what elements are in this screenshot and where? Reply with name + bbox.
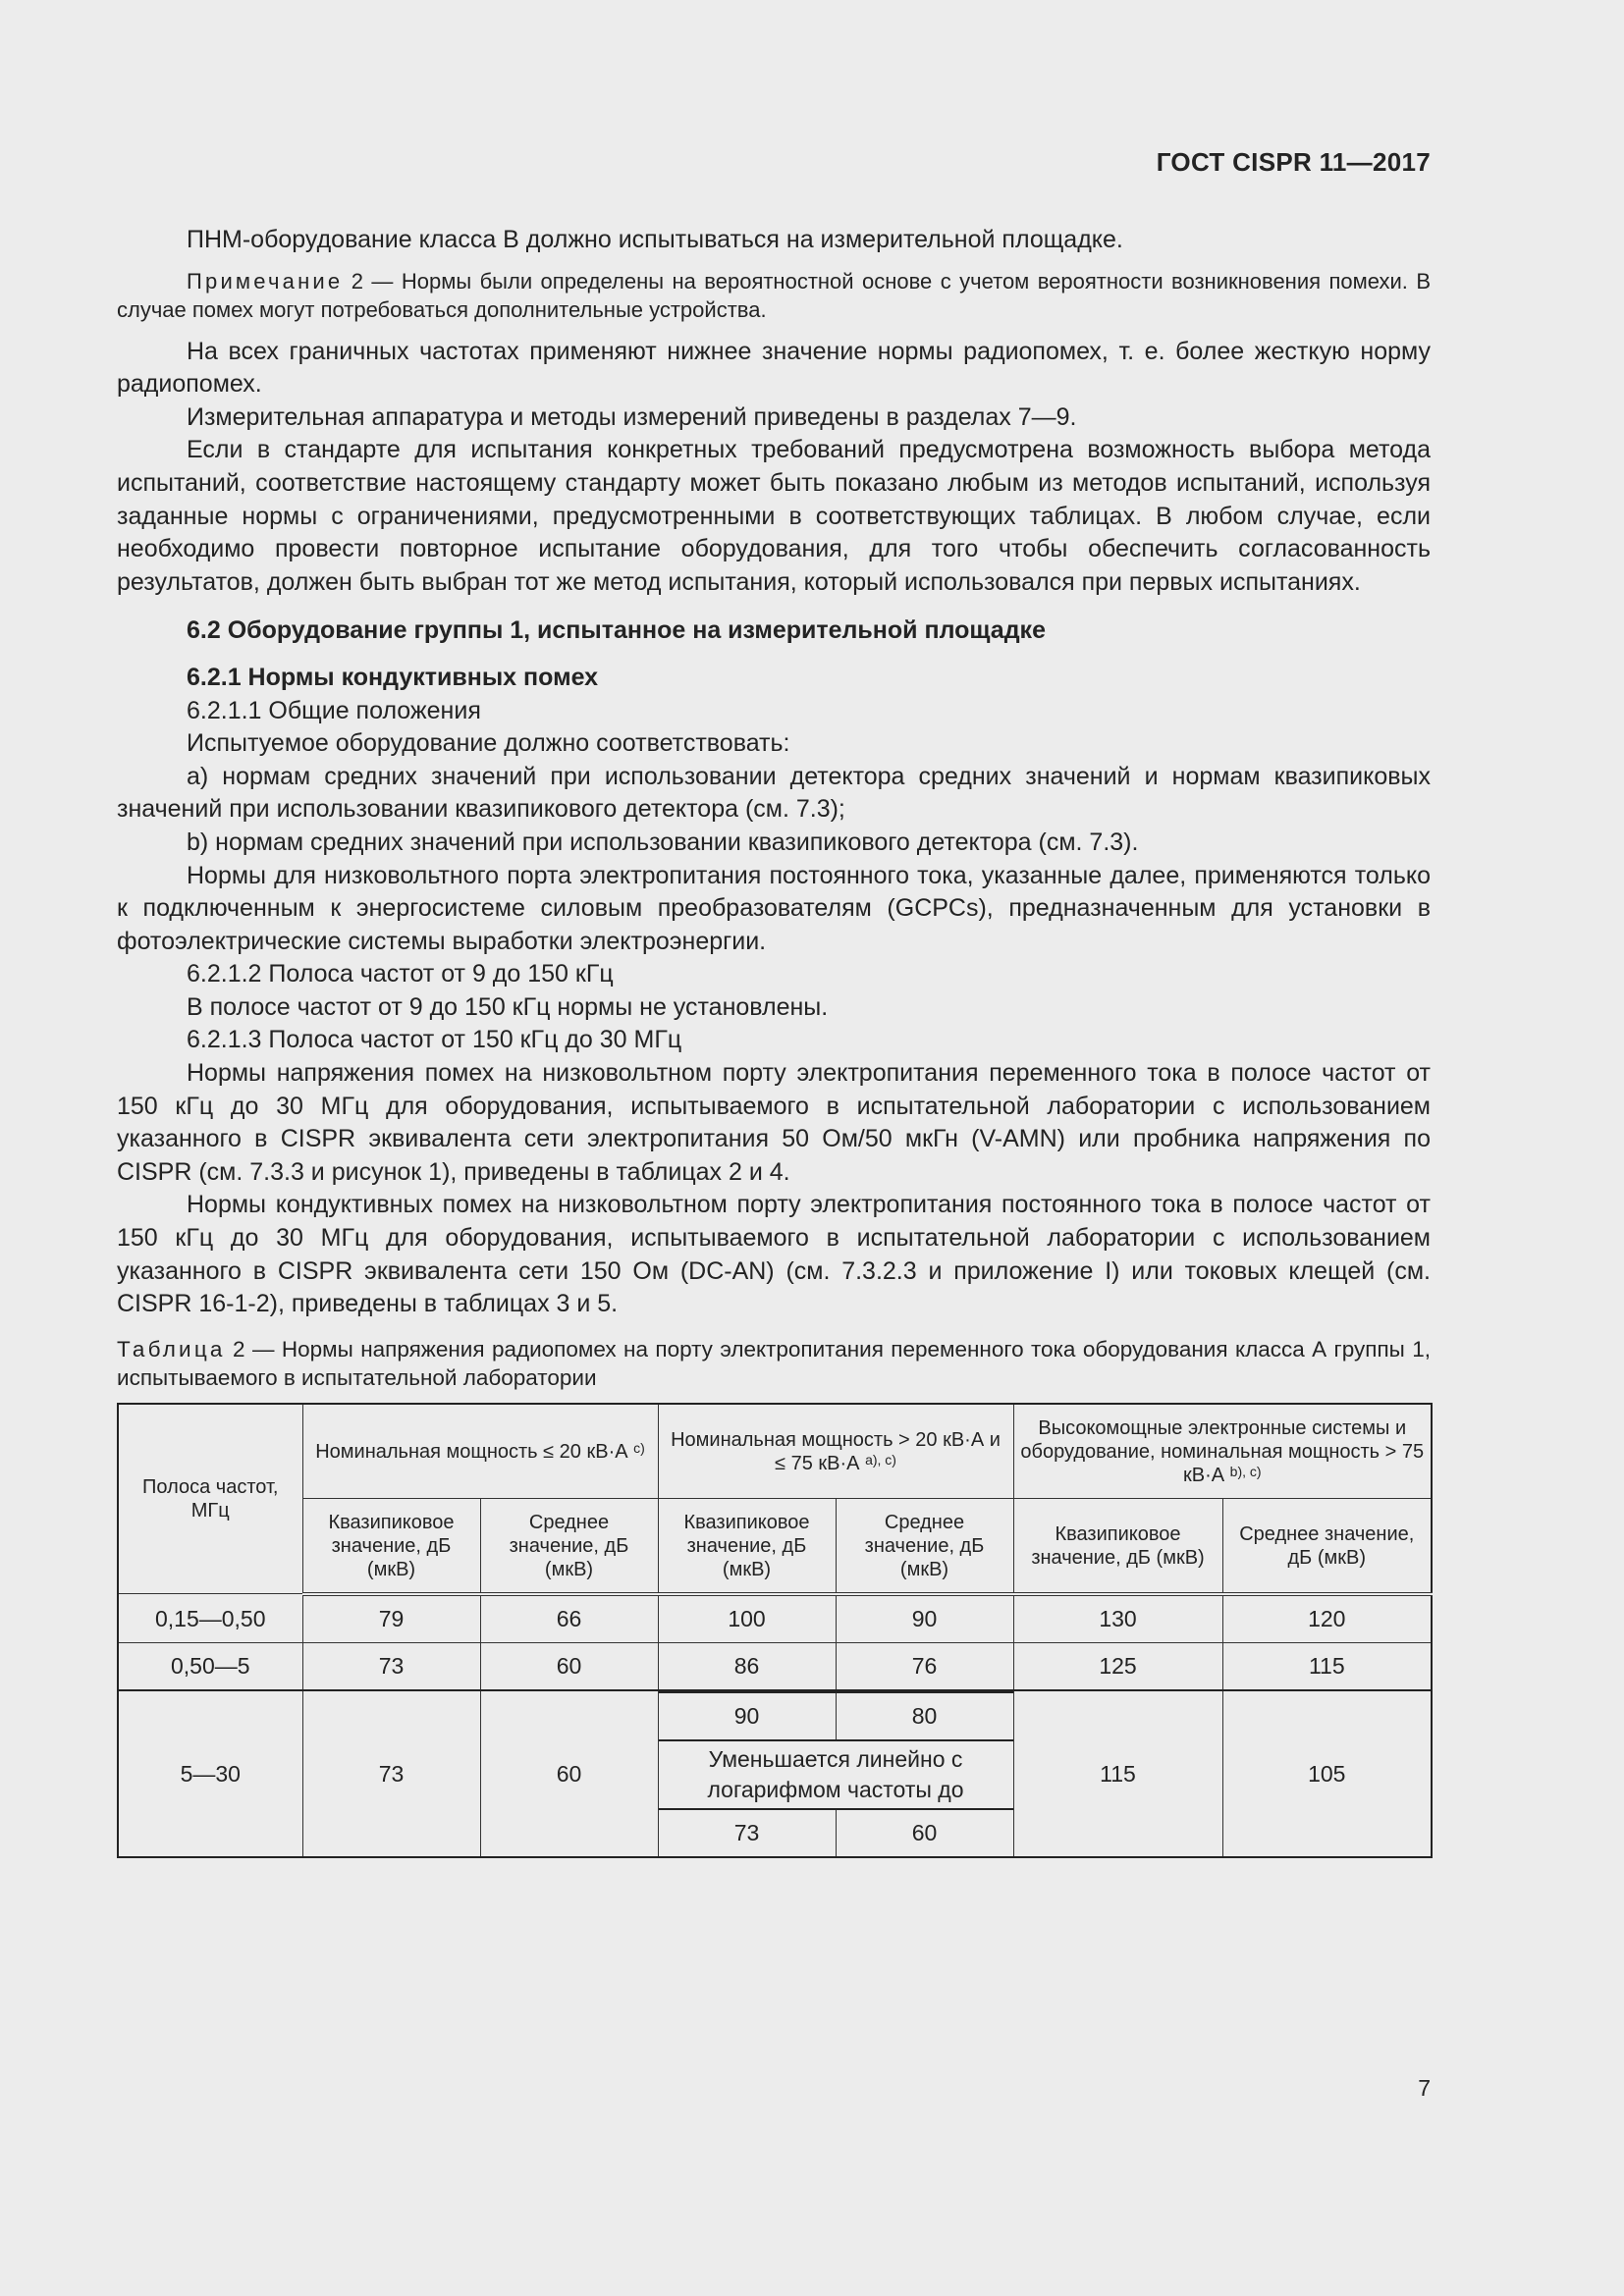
cell: 125	[1013, 1642, 1222, 1690]
table-caption-label: Таблица	[117, 1336, 226, 1362]
col-header-avg: Среднее значение, дБ (мкВ)	[480, 1499, 658, 1594]
list-item: a) нормам средних значений при использовании детектора средних значений и нормам квазипиковых значений при использовании квазипикового детектора (см. 7.3);	[117, 762, 1431, 824]
cell: 73	[302, 1690, 480, 1857]
note	[117, 267, 1431, 324]
footnote-ref: а), с)	[865, 1451, 896, 1468]
table-row	[118, 1594, 1432, 1643]
group-label: Номинальная мощность > 20 кВ·А и ≤ 75 кВ·А	[671, 1428, 1001, 1474]
cell: 66	[480, 1594, 658, 1643]
table-caption-text: 2 — Нормы напряжения радиопомех на порту электропитания переменного тока оборудования класса А группы 1, испытываемого в испытательной лаборатории	[117, 1336, 1431, 1390]
note-label: Примечание	[187, 268, 344, 294]
body-text	[117, 224, 1431, 1858]
cell: 115	[1013, 1690, 1222, 1857]
cell: 79	[302, 1594, 480, 1643]
table-row	[118, 1642, 1432, 1690]
cell: 60	[836, 1809, 1013, 1856]
col-group-header	[658, 1404, 1013, 1499]
col-header-qp: Квазипиковое значение, дБ (мкВ)	[658, 1499, 836, 1594]
col-group-header	[302, 1404, 658, 1499]
paragraph: Нормы кондуктивных помех на низковольтном порту электропитания постоянного тока в полосе частот от 150 кГц до 30 МГц для оборудования, испытываемого в испытательной лаборатории с использованием указанного в CISPR эквивалента сети 150 Ом (DC-AN) (см. 7.3.2.3 и приложение I) или токовых клещей (см. CISPR 16-1-2), приведены в таблицах 3 и 5.	[117, 1191, 1431, 1318]
paragraph: Если в стандарте для испытания конкретных требований предусмотрена возможность выбора метода испытаний, соответствие настоящему стандарту может быть показано любым из методов испытаний, используя заданные нормы с ограничениями, предусмотренными в соответствующих таблицах. В любом случае, если необходимо провести повторное испытание оборудования, для того чтобы обеспечить согласованность результатов, должен быть выбран тот же метод испытания, который использовался при первых испытаниях.	[117, 436, 1431, 596]
cell: 73	[659, 1809, 837, 1856]
paragraph: ПНМ-оборудование класса В должно испытываться на измерительной площадке.	[187, 226, 1123, 253]
decreasing-inner-table	[659, 1691, 1013, 1856]
col-header-qp: Квазипиковое значение, дБ (мкВ)	[1013, 1499, 1222, 1594]
cell: 60	[480, 1642, 658, 1690]
col-group-header	[1013, 1404, 1432, 1499]
cell: 76	[836, 1642, 1013, 1690]
cell: 80	[836, 1692, 1013, 1740]
cell: 73	[302, 1642, 480, 1690]
paragraph: На всех граничных частотах применяют нижнее значение нормы радиопомех, т. е. более жесткую норму радиопомех.	[117, 337, 1431, 399]
table-caption	[117, 1335, 1431, 1392]
paragraph: Нормы для низковольтного порта электропитания постоянного тока, указанные далее, применяются только к подключенным к энергосистеме силовым преобразователям (GCPCs), предназначенным для установки в фотоэлектрические системы выработки электроэнергии.	[117, 861, 1431, 955]
section-heading: 6.2 Оборудование группы 1, испытанное на измерительной площадке	[187, 616, 1046, 645]
group-label: Номинальная мощность ≤ 20 кВ·А	[315, 1440, 628, 1463]
table-row	[118, 1690, 1432, 1857]
footnote-ref: с)	[633, 1439, 645, 1456]
cell: 90	[836, 1594, 1013, 1643]
group-label: Высокомощные электронные системы и оборудование, номинальная мощность > 75 кВ·А	[1020, 1416, 1425, 1486]
page-number: 7	[1418, 2075, 1431, 2101]
cell: 5—30	[118, 1690, 302, 1857]
cell: 100	[658, 1594, 836, 1643]
cell: 130	[1013, 1594, 1222, 1643]
cell: 120	[1222, 1594, 1432, 1643]
note-text: 2 — Нормы были определены на вероятностной основе с учетом вероятности возникновения помехи. В случае помех могут потребоваться дополнительные устройства.	[117, 268, 1431, 322]
list-item: b) нормам средних значений при использовании квазипикового детектора (см. 7.3).	[187, 828, 1139, 856]
decreasing-cell	[658, 1690, 1013, 1857]
cell: 90	[659, 1692, 837, 1740]
col-header-qp: Квазипиковое значение, дБ (мкВ)	[302, 1499, 480, 1594]
cell: 60	[480, 1690, 658, 1857]
subsection-title: 6.2.1.2 Полоса частот от 9 до 150 кГц	[187, 960, 614, 988]
paragraph: Испытуемое оборудование должно соответствовать:	[187, 729, 790, 758]
footnote-ref: b), с)	[1229, 1463, 1262, 1479]
paragraph: Измерительная аппаратура и методы измерений приведены в разделах 7—9.	[187, 402, 1077, 431]
paragraph: В полосе частот от 9 до 150 кГц нормы не установлены.	[187, 992, 829, 1021]
cell: 86	[658, 1642, 836, 1690]
limits-table	[117, 1403, 1433, 1858]
cell: 0,15—0,50	[118, 1594, 302, 1643]
col-header-avg: Среднее значение, дБ (мкВ)	[836, 1499, 1013, 1594]
subsection-heading: 6.2.1 Нормы кондуктивных помех	[187, 663, 599, 691]
cell: 105	[1222, 1690, 1432, 1857]
decrease-note: Уменьшается линейно с логарифмом частоты до	[659, 1740, 1013, 1809]
col-header-freq: Полоса частот, МГц	[118, 1404, 302, 1594]
paragraph: Нормы напряжения помех на низковольтном порту электропитания переменного тока в полосе частот от 150 кГц до 30 МГц для оборудования, испытываемого в испытательной лаборатории с использованием указанного в CISPR эквивалента сети электропитания 50 Ом/50 мкГн (V-AMN) или пробника напряжения по CISPR (см. 7.3.3 и рисунок 1), приведены в таблицах 2 и 4.	[117, 1059, 1431, 1186]
subsection-title: 6.2.1.3 Полоса частот от 150 кГц до 30 МГц	[187, 1026, 682, 1054]
subsection-title: 6.2.1.1 Общие положения	[187, 696, 481, 724]
document-header: ГОСТ CISPR 11—2017	[1156, 147, 1431, 177]
cell: 115	[1222, 1642, 1432, 1690]
cell: 0,50—5	[118, 1642, 302, 1690]
col-header-avg: Среднее значение, дБ (мкВ)	[1222, 1499, 1432, 1594]
